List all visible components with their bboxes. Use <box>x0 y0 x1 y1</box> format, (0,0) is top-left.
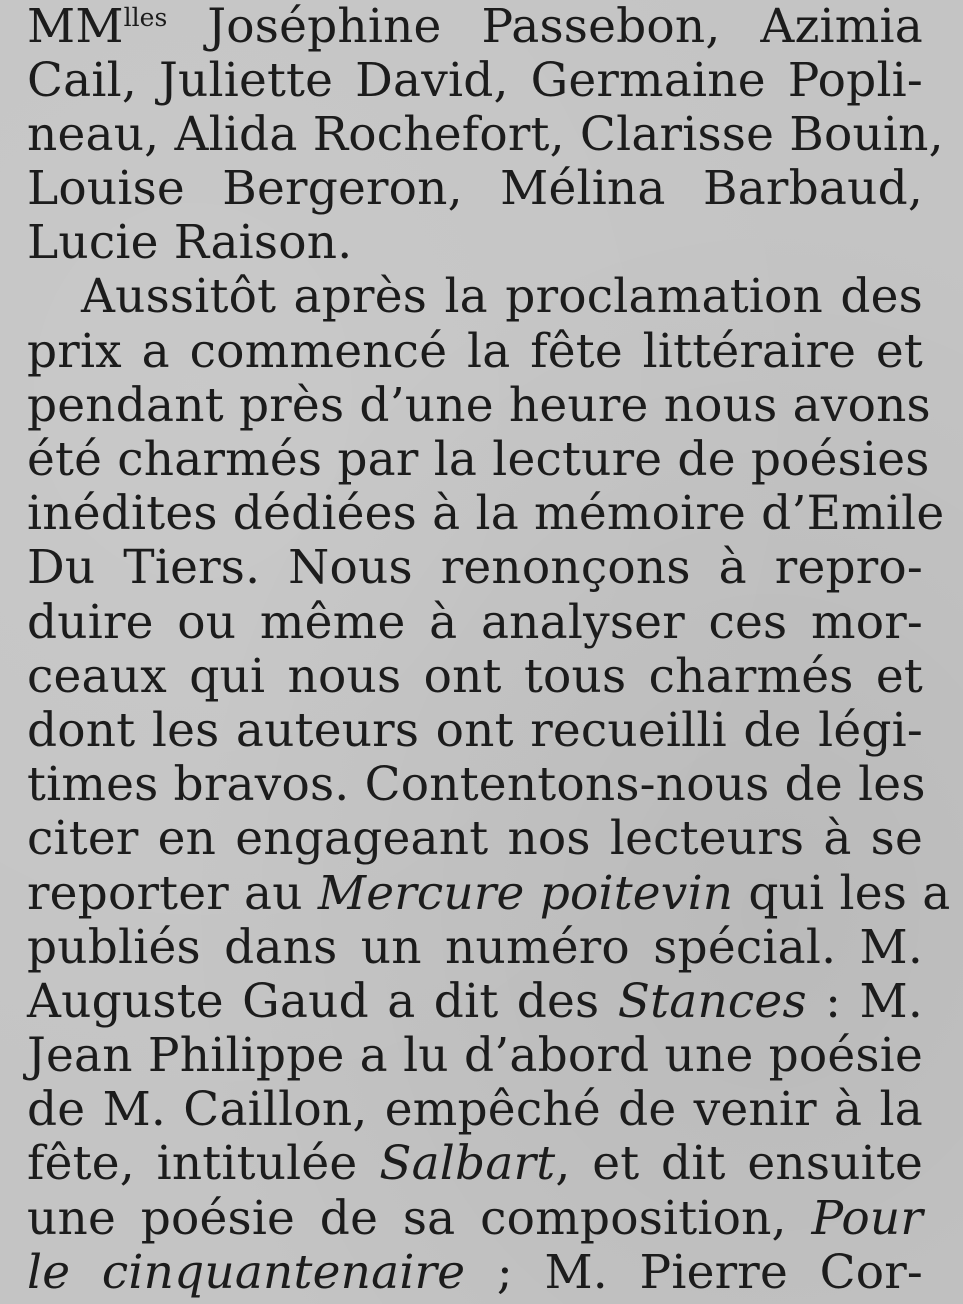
text-line: le cinquantenaire ; M. Pierre Cor- <box>27 1244 923 1300</box>
text-line: Jean Philippe a lu d’abord une poésie <box>27 1028 923 1084</box>
text-line: dont les auteurs ont recueilli de légi- <box>27 702 923 758</box>
text-line: neau, Alida Rochefort, Clarisse Bouin, <box>27 106 944 162</box>
italic-title-mercure-poitevin: Mercure poitevin <box>317 865 734 921</box>
text-line: times bravos. Contentons-nous de les <box>27 757 926 813</box>
article-column <box>27 0 951 1300</box>
text-line: une poésie de sa composition, Pour <box>27 1190 923 1246</box>
text-line: reporter au Mercure poitevin qui les a <box>27 865 951 921</box>
superscript: lles <box>123 2 168 32</box>
text-line: $MM^{lles}$ Joséphine Passebon, Azimia <box>27 0 923 54</box>
text-line: Louise Bergeron, Mélina Barbaud, <box>27 161 923 217</box>
text-line: pendant près d’une heure nous avons <box>27 377 931 433</box>
italic-title-salbart: Salbart <box>379 1136 556 1192</box>
text-line: prix a commencé la fête littéraire et <box>27 323 923 379</box>
italic-title-le-cinquantenaire: le cinquantenaire <box>27 1244 466 1300</box>
paragraph-literary-fete <box>27 269 951 1300</box>
text-line: de M. Caillon, empêché de venir à la <box>27 1082 923 1138</box>
paragraph-prize-list <box>27 0 944 271</box>
text-line: Cail, Juliette David, Germaine Popli- <box>27 52 923 108</box>
text-line: été charmés par la lecture de poésies <box>27 432 930 487</box>
text-line: Aussitôt après la proclamation des <box>81 269 923 325</box>
text-line: fête, intitulée Salbart, et dit ensuite <box>27 1136 923 1192</box>
text-line: Du Tiers. Nous renonçons à repro- <box>27 540 923 596</box>
text-line: citer en engageant nos lecteurs à se <box>27 811 923 867</box>
italic-title-stances: Stances <box>617 973 807 1029</box>
text-line: Auguste Gaud a dit des Stances : M. <box>27 973 923 1029</box>
text-line: inédites dédiées à la mémoire d’Emile <box>27 486 945 542</box>
text-line: duire ou même à analyser ces mor- <box>27 594 923 650</box>
italic-title-pour: Pour <box>811 1190 923 1246</box>
text-line: publiés dans un numéro spécial. M. <box>27 919 923 975</box>
abbreviation-mlles: $MM^{lles}$ <box>27 0 168 54</box>
text-line: ceaux qui nous ont tous charmés et <box>27 648 923 704</box>
text-line: Lucie Raison. <box>27 215 353 271</box>
